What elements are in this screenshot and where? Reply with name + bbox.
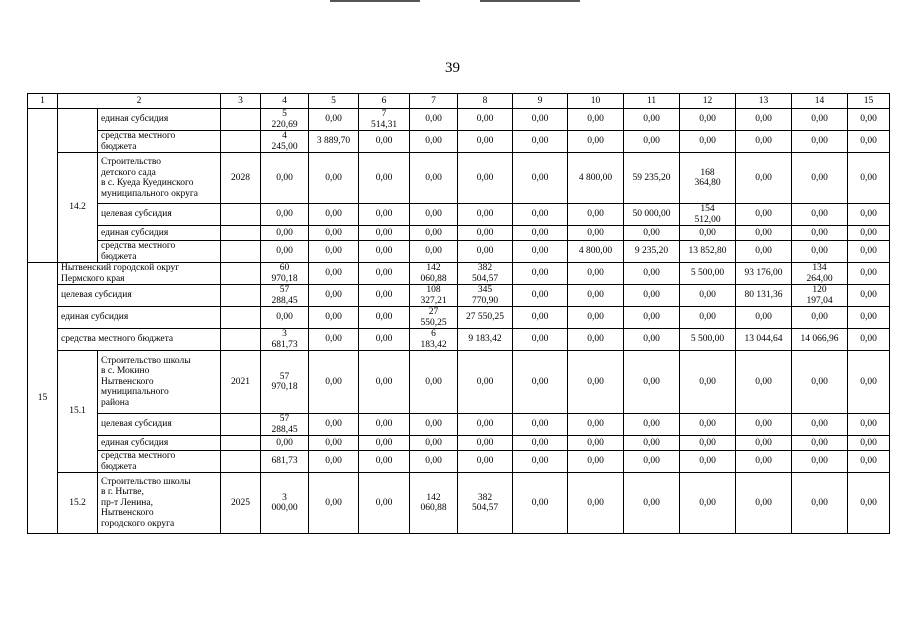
header-cell-5: 5 <box>309 94 359 109</box>
value-cell: 0,00 <box>458 451 513 473</box>
year-cell <box>221 285 261 307</box>
value-cell: 0,00 <box>309 153 359 204</box>
value-cell: 142 060,88 <box>410 473 458 534</box>
table-row <box>28 473 890 534</box>
value-cell: 0,00 <box>680 414 736 436</box>
header-cell-9: 9 <box>513 94 568 109</box>
value-cell: 0,00 <box>736 204 792 226</box>
value-cell: 0,00 <box>359 241 410 263</box>
value-cell: 0,00 <box>359 414 410 436</box>
value-cell: 0,00 <box>624 451 680 473</box>
value-cell: 0,00 <box>848 329 890 351</box>
header-cell-11: 11 <box>624 94 680 109</box>
value-cell: 0,00 <box>568 109 624 131</box>
table-row <box>28 131 890 153</box>
value-cell: 0,00 <box>261 436 309 451</box>
value-cell: 0,00 <box>680 307 736 329</box>
value-cell: 0,00 <box>458 436 513 451</box>
value-cell: 0,00 <box>792 241 848 263</box>
value-cell: 0,00 <box>261 226 309 241</box>
value-cell: 0,00 <box>680 451 736 473</box>
year-cell <box>221 451 261 473</box>
value-cell: 6 183,42 <box>410 329 458 351</box>
value-cell: 0,00 <box>359 131 410 153</box>
value-cell: 80 131,36 <box>736 285 792 307</box>
value-cell: 0,00 <box>410 451 458 473</box>
row-label: Нытвенский городской округ Пермского края <box>58 263 221 285</box>
value-cell: 0,00 <box>792 451 848 473</box>
year-cell <box>221 131 261 153</box>
value-cell: 9 235,20 <box>624 241 680 263</box>
value-cell: 0,00 <box>848 109 890 131</box>
header-cell-12: 12 <box>680 94 736 109</box>
value-cell: 0,00 <box>792 226 848 241</box>
top-scan-rule-right <box>480 0 580 2</box>
value-cell: 0,00 <box>848 451 890 473</box>
value-cell: 0,00 <box>458 226 513 241</box>
item-number-15-1: 15.1 <box>58 351 98 473</box>
value-cell: 0,00 <box>309 414 359 436</box>
value-cell: 0,00 <box>680 351 736 414</box>
header-cell-14: 14 <box>792 94 848 109</box>
value-cell: 0,00 <box>792 436 848 451</box>
value-cell: 5 500,00 <box>680 263 736 285</box>
value-cell: 0,00 <box>410 351 458 414</box>
value-cell: 50 000,00 <box>624 204 680 226</box>
value-cell: 0,00 <box>792 204 848 226</box>
value-cell: 13 044,64 <box>736 329 792 351</box>
row-label: средства местного бюджета <box>98 131 221 153</box>
value-cell: 382 504,57 <box>458 263 513 285</box>
value-cell: 0,00 <box>309 329 359 351</box>
header-cell-6: 6 <box>359 94 410 109</box>
value-cell: 0,00 <box>309 204 359 226</box>
value-cell: 0,00 <box>359 204 410 226</box>
header-row <box>28 94 890 109</box>
value-cell: 0,00 <box>309 241 359 263</box>
value-cell: 0,00 <box>410 436 458 451</box>
value-cell: 0,00 <box>309 451 359 473</box>
value-cell: 0,00 <box>848 204 890 226</box>
value-cell: 0,00 <box>624 473 680 534</box>
group-cell-prev <box>28 109 58 263</box>
value-cell: 0,00 <box>261 307 309 329</box>
value-cell: 0,00 <box>624 436 680 451</box>
value-cell: 0,00 <box>309 473 359 534</box>
value-cell: 0,00 <box>359 473 410 534</box>
value-cell: 0,00 <box>410 241 458 263</box>
row-label: целевая субсидия <box>98 414 221 436</box>
row-label: единая субсидия <box>98 226 221 241</box>
value-cell: 0,00 <box>680 436 736 451</box>
value-cell: 0,00 <box>410 204 458 226</box>
row-label: единая субсидия <box>58 307 221 329</box>
value-cell: 0,00 <box>848 285 890 307</box>
value-cell: 0,00 <box>680 226 736 241</box>
row-label: Строительство школы в г. Нытве, пр-т Ленина, Нытвенского городского округа <box>98 473 221 534</box>
header-cell-15: 15 <box>848 94 890 109</box>
year-cell: 2021 <box>221 351 261 414</box>
value-cell: 0,00 <box>624 109 680 131</box>
value-cell: 134 264,00 <box>792 263 848 285</box>
value-cell: 59 235,20 <box>624 153 680 204</box>
year-cell <box>221 204 261 226</box>
table-row <box>28 436 890 451</box>
header-cell-4: 4 <box>261 94 309 109</box>
row-label: средства местного бюджета <box>58 329 221 351</box>
value-cell: 0,00 <box>359 351 410 414</box>
budget-table <box>27 93 890 534</box>
value-cell: 0,00 <box>848 351 890 414</box>
value-cell: 0,00 <box>309 436 359 451</box>
value-cell: 0,00 <box>359 307 410 329</box>
row-label: целевая субсидия <box>58 285 221 307</box>
value-cell: 0,00 <box>513 109 568 131</box>
value-cell: 0,00 <box>359 436 410 451</box>
value-cell: 0,00 <box>458 131 513 153</box>
row-label: Строительство детского сада в с. Куеда Куединского муниципального округа <box>98 153 221 204</box>
value-cell: 0,00 <box>736 109 792 131</box>
value-cell: 0,00 <box>624 329 680 351</box>
value-cell: 0,00 <box>513 329 568 351</box>
value-cell: 0,00 <box>513 153 568 204</box>
value-cell: 0,00 <box>309 285 359 307</box>
value-cell: 0,00 <box>359 263 410 285</box>
value-cell: 154 512,00 <box>680 204 736 226</box>
year-cell <box>221 263 261 285</box>
value-cell: 0,00 <box>359 451 410 473</box>
row-label: единая субсидия <box>98 436 221 451</box>
value-cell: 0,00 <box>410 153 458 204</box>
header-cell-2: 2 <box>58 94 221 109</box>
value-cell: 0,00 <box>736 451 792 473</box>
table-row <box>28 285 890 307</box>
value-cell: 0,00 <box>624 307 680 329</box>
value-cell: 0,00 <box>792 473 848 534</box>
year-cell <box>221 329 261 351</box>
value-cell: 0,00 <box>359 153 410 204</box>
value-cell: 57 288,45 <box>261 285 309 307</box>
value-cell: 0,00 <box>309 109 359 131</box>
value-cell: 0,00 <box>458 351 513 414</box>
value-cell: 0,00 <box>680 131 736 153</box>
value-cell: 0,00 <box>568 263 624 285</box>
value-cell: 0,00 <box>568 329 624 351</box>
value-cell: 120 197,04 <box>792 285 848 307</box>
value-cell: 0,00 <box>848 263 890 285</box>
table-row <box>28 204 890 226</box>
value-cell: 4 800,00 <box>568 153 624 204</box>
value-cell: 0,00 <box>736 436 792 451</box>
value-cell: 0,00 <box>848 153 890 204</box>
value-cell: 0,00 <box>792 131 848 153</box>
value-cell: 0,00 <box>458 153 513 204</box>
value-cell: 3 000,00 <box>261 473 309 534</box>
value-cell: 27 550,25 <box>410 307 458 329</box>
value-cell: 0,00 <box>513 473 568 534</box>
item-number-15-2: 15.2 <box>58 473 98 534</box>
value-cell: 0,00 <box>359 285 410 307</box>
table-row <box>28 241 890 263</box>
year-cell <box>221 241 261 263</box>
value-cell: 0,00 <box>359 329 410 351</box>
value-cell: 0,00 <box>568 204 624 226</box>
value-cell: 0,00 <box>792 109 848 131</box>
year-cell: 2025 <box>221 473 261 534</box>
value-cell: 0,00 <box>458 241 513 263</box>
value-cell: 0,00 <box>359 226 410 241</box>
value-cell: 3 889,70 <box>309 131 359 153</box>
value-cell: 0,00 <box>513 285 568 307</box>
group-cell-15: 15 <box>28 263 58 534</box>
row-label: единая субсидия <box>98 109 221 131</box>
year-cell <box>221 109 261 131</box>
value-cell: 5 220,69 <box>261 109 309 131</box>
table-row <box>28 109 890 131</box>
value-cell: 0,00 <box>261 204 309 226</box>
value-cell: 3 681,73 <box>261 329 309 351</box>
header-cell-8: 8 <box>458 94 513 109</box>
table-row <box>28 226 890 241</box>
value-cell: 0,00 <box>309 226 359 241</box>
header-cell-10: 10 <box>568 94 624 109</box>
value-cell: 168 364,80 <box>680 153 736 204</box>
value-cell: 0,00 <box>792 351 848 414</box>
row-label: Строительство школы в с. Мокино Нытвенского муниципального района <box>98 351 221 414</box>
value-cell: 0,00 <box>261 153 309 204</box>
value-cell: 142 060,88 <box>410 263 458 285</box>
year-cell: 2028 <box>221 153 261 204</box>
value-cell: 0,00 <box>513 204 568 226</box>
value-cell: 0,00 <box>309 307 359 329</box>
table-row <box>28 351 890 414</box>
header-cell-1: 1 <box>28 94 58 109</box>
value-cell: 0,00 <box>568 414 624 436</box>
value-cell: 0,00 <box>513 263 568 285</box>
value-cell: 0,00 <box>624 131 680 153</box>
value-cell: 4 245,00 <box>261 131 309 153</box>
value-cell: 57 970,18 <box>261 351 309 414</box>
value-cell: 0,00 <box>792 414 848 436</box>
item-cell-prev <box>58 109 98 153</box>
value-cell: 0,00 <box>848 226 890 241</box>
table-row <box>28 153 890 204</box>
value-cell: 0,00 <box>624 285 680 307</box>
value-cell: 0,00 <box>513 131 568 153</box>
value-cell: 108 327,21 <box>410 285 458 307</box>
value-cell: 0,00 <box>680 109 736 131</box>
value-cell: 0,00 <box>848 414 890 436</box>
value-cell: 5 500,00 <box>680 329 736 351</box>
value-cell: 382 504,57 <box>458 473 513 534</box>
value-cell: 0,00 <box>410 414 458 436</box>
table-row <box>28 329 890 351</box>
value-cell: 0,00 <box>736 241 792 263</box>
value-cell: 9 183,42 <box>458 329 513 351</box>
value-cell: 0,00 <box>624 351 680 414</box>
row-label: средства местного бюджета <box>98 451 221 473</box>
value-cell: 0,00 <box>513 241 568 263</box>
value-cell: 27 550,25 <box>458 307 513 329</box>
value-cell: 0,00 <box>736 473 792 534</box>
year-cell <box>221 226 261 241</box>
value-cell: 7 514,31 <box>359 109 410 131</box>
value-cell: 0,00 <box>848 436 890 451</box>
value-cell: 345 770,90 <box>458 285 513 307</box>
value-cell: 13 852,80 <box>680 241 736 263</box>
page-number: 39 <box>445 60 460 76</box>
table-row <box>28 451 890 473</box>
value-cell: 0,00 <box>568 351 624 414</box>
year-cell <box>221 436 261 451</box>
value-cell: 0,00 <box>848 473 890 534</box>
value-cell: 0,00 <box>568 285 624 307</box>
value-cell: 0,00 <box>568 451 624 473</box>
value-cell: 0,00 <box>513 307 568 329</box>
value-cell: 0,00 <box>848 241 890 263</box>
value-cell: 0,00 <box>261 241 309 263</box>
value-cell: 0,00 <box>513 451 568 473</box>
table-row <box>28 414 890 436</box>
value-cell: 60 970,18 <box>261 263 309 285</box>
value-cell: 0,00 <box>736 131 792 153</box>
value-cell: 0,00 <box>624 226 680 241</box>
header-cell-7: 7 <box>410 94 458 109</box>
year-cell <box>221 307 261 329</box>
value-cell: 0,00 <box>309 351 359 414</box>
value-cell: 14 066,96 <box>792 329 848 351</box>
value-cell: 0,00 <box>568 436 624 451</box>
value-cell: 0,00 <box>513 351 568 414</box>
value-cell: 0,00 <box>736 307 792 329</box>
row-label: целевая субсидия <box>98 204 221 226</box>
table-row <box>28 307 890 329</box>
value-cell: 57 288,45 <box>261 414 309 436</box>
row-label: средства местного бюджета <box>98 241 221 263</box>
value-cell: 0,00 <box>410 131 458 153</box>
value-cell: 0,00 <box>680 285 736 307</box>
value-cell: 0,00 <box>736 226 792 241</box>
value-cell: 0,00 <box>309 263 359 285</box>
value-cell: 0,00 <box>792 307 848 329</box>
value-cell: 0,00 <box>458 109 513 131</box>
value-cell: 0,00 <box>624 414 680 436</box>
value-cell: 0,00 <box>458 414 513 436</box>
year-cell <box>221 414 261 436</box>
value-cell: 0,00 <box>410 109 458 131</box>
value-cell: 4 800,00 <box>568 241 624 263</box>
value-cell: 0,00 <box>624 263 680 285</box>
value-cell: 0,00 <box>848 131 890 153</box>
value-cell: 0,00 <box>513 414 568 436</box>
value-cell: 681,73 <box>261 451 309 473</box>
header-cell-3: 3 <box>221 94 261 109</box>
table-body <box>28 94 890 534</box>
value-cell: 0,00 <box>513 226 568 241</box>
item-number-14-2: 14.2 <box>58 153 98 263</box>
header-cell-13: 13 <box>736 94 792 109</box>
table-row <box>28 263 890 285</box>
top-scan-rule-left <box>330 0 420 2</box>
value-cell: 0,00 <box>736 351 792 414</box>
value-cell: 0,00 <box>568 307 624 329</box>
value-cell: 0,00 <box>568 473 624 534</box>
value-cell: 0,00 <box>680 473 736 534</box>
value-cell: 0,00 <box>736 153 792 204</box>
value-cell: 0,00 <box>568 226 624 241</box>
value-cell: 0,00 <box>513 436 568 451</box>
value-cell: 0,00 <box>410 226 458 241</box>
value-cell: 0,00 <box>458 204 513 226</box>
value-cell: 93 176,00 <box>736 263 792 285</box>
value-cell: 0,00 <box>848 307 890 329</box>
value-cell: 0,00 <box>736 414 792 436</box>
value-cell: 0,00 <box>792 153 848 204</box>
value-cell: 0,00 <box>568 131 624 153</box>
